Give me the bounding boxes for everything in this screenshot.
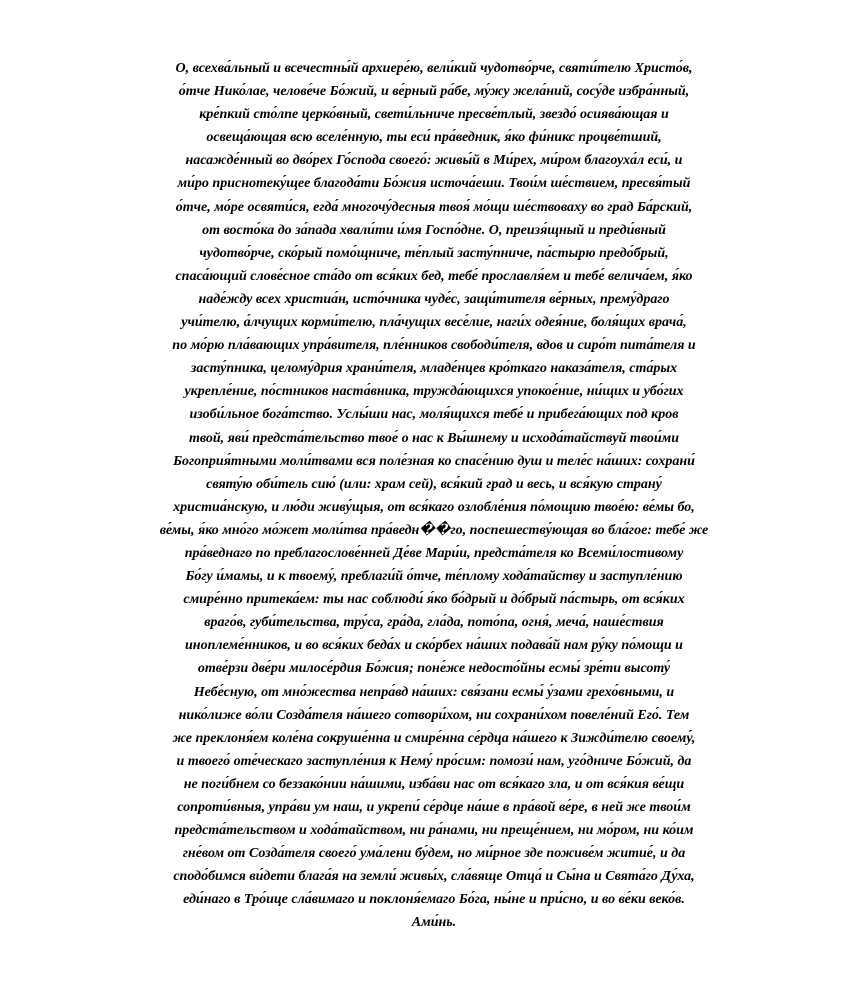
text-line: спаса́ющий слове́сное ста́до от вся́ких бед, тебе́ прославля́ем и тебе́ велича́ем, я́ко (175, 268, 693, 284)
text-line: отве́рзи две́ри милосе́рдия Бо́жия; поне́же недосто́йны есмы́ зре́ти высоту́ (197, 661, 671, 677)
text-line: не поги́бнем со беззако́нии на́шими, изба́ви нас от вся́каго зла, и от вся́кия ве́щи (183, 776, 685, 792)
text-line: о́тче Нико́лае, челове́че Бо́жий, и ве́рный ра́бе, му́жу жела́ний, сосу́де избра́нный, (178, 84, 690, 100)
text-line: наде́жду всех христиа́н, исто́чника чуде́с, защи́тителя ве́рных, прему́драго (198, 291, 670, 307)
text-line: же преклоня́ем коле́на сокруше́нна и смире́нна се́рдца на́шего к Зижди́телю своему́, (172, 730, 696, 746)
text-line: изоби́льное бога́тство. Услы́ши нас, моля́щихся тебе́ и прибега́ющих под кров (189, 407, 679, 423)
closing-amen: Ами́нь. (411, 915, 457, 931)
text-line: Небе́сную, от мно́жества непра́вд на́ших: свя́зани есмы́ у́зами грехо́вными, и (193, 684, 675, 700)
text-line: от восто́ка до за́пада хвали́ти и́мя Госпо́дне. О, преизя́щный и преди́вный (202, 222, 666, 238)
prayer-text-block (0, 57, 868, 935)
text-line: засту́пника, целому́дрия храни́теля, младе́нцев кро́ткаго наказа́теля, ста́рых (190, 361, 678, 377)
text-line: Богоприя́тными моли́твами вся поле́зная ко спасе́нию душ и теле́с на́ших: сохрани́ (173, 453, 695, 469)
text-line: иноплеме́нников, и во вся́ких беда́х и ско́рбех на́ших подава́й нам ру́ку по́мощи и (185, 638, 683, 654)
text-line: укрепле́ние, по́стников наста́вника, тружда́ющихся упокое́ние, ни́щих и убо́гих (184, 384, 684, 400)
text-line: Бо́гу и́мамы, и к твоему́, преблаги́й о́тче, те́плому хода́тайству и заступле́нию (185, 569, 683, 585)
text-line: смире́нно притека́ем: ты нас соблюди́ я́ко бо́дрый и до́брый па́стырь, от вся́ких (183, 592, 685, 608)
text-line: христиа́нскую, и лю́ди живу́щыя, от вся́каго озлобле́ния по́мощию твое́ю: ве́мы бо, (173, 499, 695, 515)
text-line: еди́наго в Тро́ице сла́вимаго и поклоня́емаго Бо́га, ны́не и при́сно, и во ве́ки веко́в. (183, 892, 685, 908)
text-line: чудотво́рче, ско́рый помо́щниче, те́плый засту́пниче, па́стырю предо́брый, (199, 245, 669, 261)
text-line: и твоего́ оте́ческаго заступле́ния к Нему́ про́сим: помози́ нам, уго́дниче Бо́жий, да (176, 753, 692, 769)
text-line: ве́мы, я́ко мно́го мо́жет моли́тва пра́ведн��го, поспешеству́ющая во бла́гое: тебе́ же (159, 522, 709, 538)
text-line: враго́в, губи́тельства, тру́са, гра́да, гла́да, пото́па, огня́, меча́, наше́ствия (204, 615, 664, 631)
text-line: освеща́ющая всю вселе́нную, ты еси́ пра́ведник, я́ко фи́никс процве́тший, (206, 130, 662, 146)
text-line: святу́ю оби́тель сию́ (или: храм сей), вся́кий град и весь, и вся́кую страну́ (206, 476, 662, 492)
text-line: предста́тельством и хода́тайством, ни ра́нами, ни преще́нием, ни мо́ром, ни ко́им (174, 823, 694, 839)
text-line: учи́телю, а́лчущих корми́телю, пла́чущих весе́лие, наги́х одея́ние, боля́щих врача́, (181, 315, 687, 331)
text-line: о́тче, мо́ре освяти́ся, егда́ многочу́десныя твоя́ мо́щи ше́ствоваху во град Ба́рский, (175, 199, 693, 215)
text-line: сподо́бимся ви́дети блага́я на земли́ живы́х, сла́вяще Отца́ и Сы́на и Свята́го Ду́ха, (173, 869, 695, 885)
text-line: кре́пкий сто́лпе церко́вный, свети́льниче пресве́тлый, звездо́ осиява́ющая и (199, 107, 669, 123)
text-line: О, всехва́льный и всечестны́й архиере́ю, вели́кий чудотво́рче, святи́телю Христо́в, (175, 61, 693, 76)
text-line: ми́ро приснотеку́щее благода́ти Бо́жия источа́еши. Твои́м ше́ствием, пресвя́тый (177, 176, 691, 192)
text-line: насажде́нный во дво́рех Го́спода своего́: живы́й в Ми́рех, ми́ром благоуха́л еси́, и (185, 153, 683, 169)
text-line: сопроти́вныя, упра́ви ум наш, и укрепи́ се́рдце на́ше в пра́вой ве́ре, в ней же твои́м (177, 800, 691, 815)
text-line: твой, яви́ предста́тельство твое́ о нас к Вы́шнему и исхода́тайствуй твои́ми (188, 430, 680, 446)
text-line: по мо́рю пла́вающих упра́вителя, пле́нников свободи́теля, вдов и сиро́т пита́теля и (172, 338, 696, 354)
text-line: пра́веднаго по преблагослове́нней Де́ве Мари́и, предста́теля ко Всеми́лостивому (184, 545, 684, 561)
text-line: нико́лиже во́ли Созда́теля на́шего сотвори́хом, ни сохрани́хом повеле́ний Его́. Тем (178, 707, 690, 723)
text-line: гне́вом от Созда́теля своего́ ума́лени бу́дем, но ми́рное зде поживе́м житие́, и да (182, 846, 686, 862)
